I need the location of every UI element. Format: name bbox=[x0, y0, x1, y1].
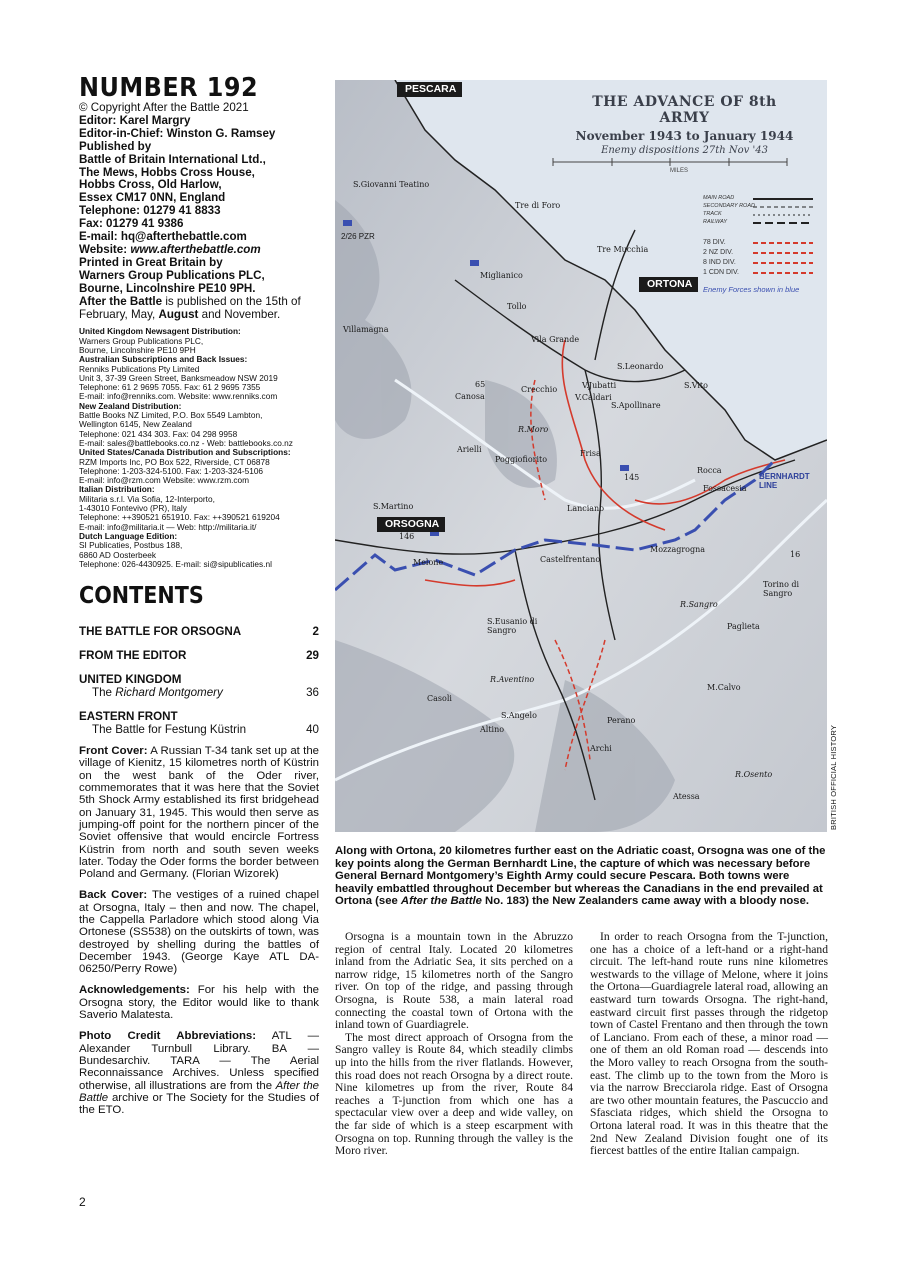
distribution-list bbox=[79, 327, 319, 569]
map-legend-divisions: 78 DIV. 2 NZ DIV. 8 IND DIV. 1 CDN DIV. bbox=[703, 239, 739, 276]
distribution-line: Telephone: ++390521 651910. Fax: ++390521 619204 bbox=[79, 512, 280, 523]
toc-subentry[interactable]: The Richard Montgomery 36 bbox=[92, 686, 319, 700]
fax: Fax: 01279 41 9386 bbox=[79, 217, 184, 231]
map-caption: Along with Ortona, 20 kilometres further east on the Adriatic coast, Orsogna was one of the key points along the German Bernhardt Line, the capture of which was necessary before General Bernard Montgomery’s Eighth Army could secure Pescara. Both towns were heavily embattled throughout December but whereas the Canadians in the end prevailed at Ortona (see After the Battle No. 183) the New Zealanders came away with a bloody nose. bbox=[335, 845, 826, 907]
toc-entry[interactable]: UNITED KINGDOM bbox=[79, 673, 182, 687]
page-number: 2 bbox=[79, 1195, 86, 1209]
distribution-line: Wellington 6145, New Zealand bbox=[79, 419, 192, 430]
publication-info bbox=[79, 102, 319, 321]
distribution-line: Telephone: 1-203-324-5100. Fax: 1-203-324-5106 bbox=[79, 465, 264, 476]
email: E-mail: hq@afterthebattle.com bbox=[79, 230, 247, 244]
campaign-map: THE ADVANCE OF 8th ARMY November 1943 to January 1944 Enemy dispositions 27th Nov '43 MILES MAIN ROAD SECONDARY ROAD TRACK RAILWAY 78 DIV. 2 NZ DIV. 8 IND DIV. 1 CDN DIV. Enemy Forces shown in blue PESCARA ORTONA ORSOGNA BERNHARDT LINE S.Giovanni Teatino Tre di Foro Tre Mucchia Miglianico Tollo Villamagna Vila Grande S.Leonardo S.Vito Canosa Crecchio V.Jubatti V.Caldari S.Apollinare Arielli Poggiofiorito Frisa Rocca Fossacesia S.Martino Lanciano Mozzagrogna Melone Castelfrentano Torino di Sangro S.Eusanio di Sangro Paglieta Casoli S.Angelo Altino Perano Archi M.Calvo Atessa R.Sangro R.Aventino R.Moro R.Osento 2/26 PZR 145 146 65 16 bbox=[335, 80, 827, 832]
printer-line: Printed in Great Britain by bbox=[79, 255, 223, 269]
table-of-contents bbox=[79, 625, 319, 736]
distribution-line: SI Publicaties, Postbus 188, bbox=[79, 540, 183, 551]
distribution-heading: United States/Canada Distribution and Subscriptions: bbox=[79, 447, 291, 458]
article-paragraph: Orsogna is a mountain town in the Abruzzo region of central Italy. Located 20 kilometres inland from the Adriatic Sea, it sits perched on a narrow ridge, 15 kilometres north of the Sangro river. On top of the ridge, and passing through Orsogna, is Route 538, a main lateral road connecting the coastal town of Ortona with the inland town of Guardiagrele. bbox=[335, 930, 573, 1032]
distribution-line: E-mail: info@militaria.it — Web: http://militaria.it/ bbox=[79, 521, 257, 532]
bernhardt-label: BERNHARDT LINE bbox=[759, 472, 810, 490]
distribution-line: Telephone: 026-4430925. E-mail: si@sipublicaties.nl bbox=[79, 558, 272, 569]
map-subtitle2: Enemy dispositions 27th Nov '43 bbox=[601, 145, 768, 156]
legend-note: Enemy Forces shown in blue bbox=[703, 285, 800, 294]
map-subtitle: November 1943 to January 1944 bbox=[575, 129, 794, 143]
issue-number: NUMBER 192 bbox=[79, 73, 259, 103]
distribution-line: E-mail: info@rzm.com Website: www.rzm.com bbox=[79, 475, 250, 486]
front-cover-note: Front Cover: A Russian T-34 tank set up at the village of Kienitz, 15 kilometres north of Küstrin on the west bank of the Oder river, commemorates that it was here that the Soviet 5th Shock Army established its first bridgehead on January 31, 1945. This would then serve as jumping-off point for the northern pincer of the Soviet offensive that would encircle Fortress Küstrin from north and south seven weeks later. Today the Oder forms the border between Poland and Germany. (Florian Wizorek) bbox=[79, 745, 319, 881]
printer-line: Warners Group Publications PLC, bbox=[79, 268, 265, 282]
contents-title: CONTENTS bbox=[79, 583, 204, 610]
article-column-2 bbox=[590, 931, 828, 1158]
pescara-callout: PESCARA bbox=[397, 82, 462, 97]
distribution-line: Renniks Publications Pty Limited bbox=[79, 363, 200, 374]
publisher-line: Hobbs Cross, Old Harlow, bbox=[79, 178, 222, 192]
editor: Editor: Karel Margry bbox=[79, 113, 191, 127]
editor-in-chief: Editor-in-Chief: Winston G. Ramsey bbox=[79, 126, 276, 140]
website-link[interactable]: www.afterthebattle.com bbox=[130, 242, 261, 256]
distribution-line: E-mail: info@renniks.com. Website: www.renniks.com bbox=[79, 391, 278, 402]
distribution-line: E-mail: sales@battlebooks.co.nz - Web: battlebooks.co.nz bbox=[79, 437, 293, 448]
map-title-block bbox=[572, 94, 797, 156]
distribution-heading: Dutch Language Edition: bbox=[79, 530, 178, 541]
printer-line: Bourne, Lincolnshire PE10 9PH. bbox=[79, 281, 256, 295]
distribution-line: Bourne, Lincolnshire PE10 9PH bbox=[79, 345, 196, 355]
publisher-line: The Mews, Hobbs Cross House, bbox=[79, 165, 255, 179]
schedule: After the Battle is published on the 15th of February, May, August and November. bbox=[79, 294, 301, 321]
scale-label: MILES bbox=[670, 168, 689, 174]
publisher-line: Battle of Britain International Ltd., bbox=[79, 152, 266, 166]
ortona-callout: ORTONA bbox=[639, 277, 698, 292]
published-by: Published by bbox=[79, 139, 152, 153]
distribution-heading: Italian Distribution: bbox=[79, 484, 155, 495]
website-label: Website: bbox=[79, 242, 128, 256]
map-title: THE ADVANCE OF 8th ARMY bbox=[592, 94, 777, 126]
article-paragraph: The most direct approach of Orsogna from the Sangro valley is Route 84, which steadily climbs up into the hills from the river flatlands. However, this road does not reach Orsogna by a direct route. Nine kilometres up from the river, Route 84 reaches a T-junction from which one has a spectacular view over a deep and wide valley, on the far side of which is a steep escarpment with Orsogna on top. Running through the valley is the Moro river. bbox=[335, 1030, 573, 1158]
distribution-heading: Australian Subscriptions and Back Issues: bbox=[79, 354, 248, 365]
publisher-line: Essex CM17 0NN, England bbox=[79, 191, 226, 205]
toc-subentry[interactable]: The Battle for Festung Küstrin 40 bbox=[92, 723, 319, 737]
toc-entry[interactable]: FROM THE EDITOR 29 bbox=[79, 649, 319, 663]
distribution-line: Militaria s.r.l. Via Sofia, 12-Interporto, bbox=[79, 493, 215, 504]
toc-entry[interactable]: EASTERN FRONT bbox=[79, 710, 178, 724]
masthead-column bbox=[79, 74, 319, 1116]
distribution-line: Telephone: 61 2 9695 7055. Fax: 61 2 9695 7355 bbox=[79, 382, 261, 393]
toc-entry[interactable]: THE BATTLE FOR ORSOGNA 2 bbox=[79, 625, 319, 639]
article-column-1 bbox=[335, 931, 573, 1158]
back-cover-note: Back Cover: The vestiges of a ruined chapel at Orsogna, Italy – then and now. The chapel, the Cappella Parladore which stood along Via Ortonese (SS538) on the outskirts of town, was destroyed by shelling during the battles of December 1943. (George Kaye ATL DA-06250/Perry Rowe) bbox=[79, 889, 319, 976]
map-credit: BRITISH OFFICIAL HISTORY bbox=[829, 724, 838, 830]
distribution-line: 6860 AD Oosterbeek bbox=[79, 549, 157, 560]
distribution-heading: United Kingdom Newsagent Distribution: bbox=[79, 326, 241, 337]
distribution-line: Telephone: 021 434 303. Fax: 04 298 9958 bbox=[79, 428, 238, 439]
acknowledgements: Acknowledgements: For his help with the Orsogna story, the Editor would like to thank Saverio Malatesta. bbox=[79, 984, 319, 1022]
article-paragraph: In order to reach Orsogna from the T-junction, one has a choice of a left-hand or a right-hand circuit. The left-hand route runs nine kilometres westwards to the village of Melone, where it joins the Ortona—Guardiagrele lateral road, allowing an eastward turn towards Orsogna. The right-hand, eastward circuit first passes through the ridgetop town of Castel Frentano and then through the town of Lanciano. From each of these, a minor road — one of them an old Roman road — descends into the Moro valley to reach Orsogna from the south-east. The climb up to the town from the Moro is via the narrow Brecciarola ridge. East of Orsogna are two other mountain features, the Pascuccio and Sfasciata ridges, which shield the Orsogna to Ortona lateral road. It was in this theatre that the 2nd New Zealand Division fought one of its fiercest battles of the entire Italian campaign. bbox=[590, 930, 828, 1158]
distribution-line: RZM Imports Inc, PO Box 522, Riverside, CT 06878 bbox=[79, 456, 270, 467]
distribution-line: Warners Group Publications PLC, bbox=[79, 335, 204, 346]
telephone: Telephone: 01279 41 8833 bbox=[79, 204, 221, 218]
distribution-heading: New Zealand Distribution: bbox=[79, 400, 182, 411]
map-legend: MAIN ROAD SECONDARY ROAD TRACK RAILWAY bbox=[703, 195, 755, 225]
copyright: © Copyright After the Battle 2021 bbox=[79, 101, 249, 114]
distribution-line: 1-43010 Fontevivo (PR), Italy bbox=[79, 503, 187, 514]
distribution-line: Battle Books NZ Limited, P.O. Box 5549 Lambton, bbox=[79, 410, 263, 421]
photo-credits: Photo Credit Abbreviations: ATL — Alexander Turnbull Library. BA — Bundesarchiv. TARA — The Aerial Reconnaissance Archives. Unless specified otherwise, all illustrations are from the After the Battle archive or The Society for the Studies of the ETO. bbox=[79, 1030, 320, 1117]
orsogna-callout: ORSOGNA bbox=[377, 517, 445, 532]
distribution-line: Unit 3, 37-39 Green Street, Banksmeadow NSW 2019 bbox=[79, 372, 278, 383]
